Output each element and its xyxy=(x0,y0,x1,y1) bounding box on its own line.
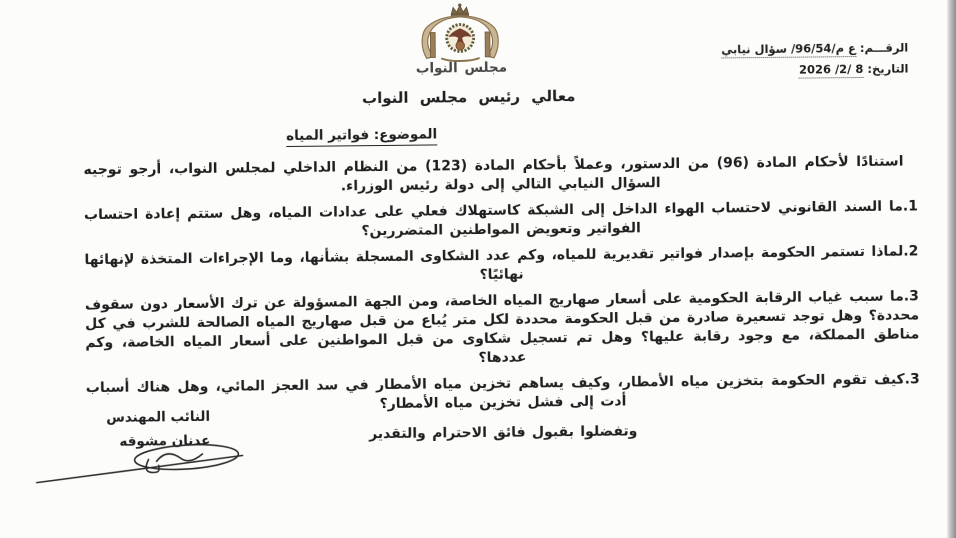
ref-number-line xyxy=(678,37,908,60)
letter-body xyxy=(83,152,920,447)
jordan-coat-of-arms-icon xyxy=(412,3,509,64)
date-line xyxy=(678,58,908,81)
intro-paragraph: استنادًا لأحكام المادة (96) من الدستور، وعملاً بأحكام المادة (123) من النظام الداخلي لمجلس النواب، أرجو توجيه السؤال النيابي التالي إلى دولة رئيس الوزراء. xyxy=(83,153,904,195)
recipient-line: معالي رئيس مجلس النواب xyxy=(361,86,576,108)
ref-date-block xyxy=(678,37,908,81)
parliament-logo-text: مجلس النواب xyxy=(415,59,508,77)
scan-edge-shadow xyxy=(947,0,956,538)
ref-number-value: ع م/96/54/ سؤال نيابي xyxy=(721,41,856,57)
date-value: 2026 /2/ 8 xyxy=(798,61,864,77)
date-label: التاريخ: xyxy=(867,61,909,76)
question-4: 3.كيف تقوم الحكومة بتخزين مياه الأمطار، وكيف يساهم تخزين مياه الأمطار في سد العجز المائي، وهل هناك أسباب أدت إلى فشل تخزين مياه الأمطار؟ xyxy=(85,371,920,413)
question-1: 1.ما السند القانوني لاحتساب الهواء الداخل إلى الشبكة كاستهلاك فعلي على عدادات المياه، وهل ستتم إعادة احتساب الفواتير وتعويض المواطنين المتضررين؟ xyxy=(83,198,919,240)
question-3: 3.ما سبب غياب الرقابة الحكومية على أسعار صهاريج المياه الخاصة، ومن الجهة المسؤولة عن ترك الأسعار دون سقوف محددة؟ وهل توجد تسعيرة صادرة من قبل الحكومة محددة لكل متر يُباع من قبل صهاريج المياه الصالحة للشرب في كل مناطق المملكة، مع وجود رقابة عليها؟ وهل تم تسجيل شكاوى من قبل المواطنين على أسعار المياه الخاصة، وكم عددها؟ xyxy=(84,288,920,367)
ref-number-label: الرقـــم: xyxy=(859,40,909,55)
signatory-title: النائب المهندس xyxy=(106,408,211,426)
subject-line: الموضوع: فواتير المياه xyxy=(286,126,437,147)
question-2: 2.لماذا تستمر الحكومة بإصدار فواتير تقديرية للمياه، وكم عدد الشكاوى المسجلة بشأنها، وما الإجراءات المتخذة لإنهائها نهائيًا؟ xyxy=(84,243,919,283)
closing-salutation: وتفضلوا بقبول فائق الاحترام والتقدير xyxy=(369,423,638,443)
signature-block xyxy=(60,409,210,451)
signatory-name: عدنان مشوقه xyxy=(119,432,211,450)
